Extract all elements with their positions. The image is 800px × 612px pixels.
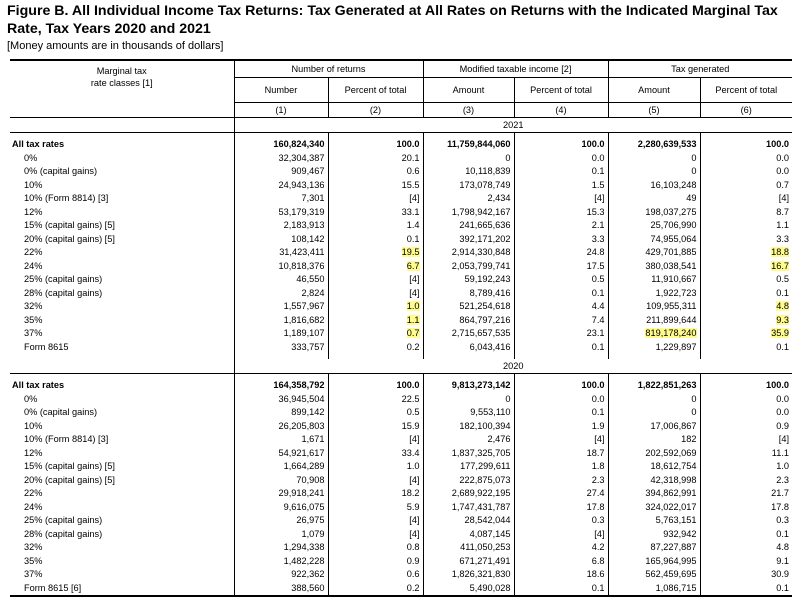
table-cell — [328, 260, 423, 274]
column-number: (6) — [700, 103, 792, 118]
table-cell: 1.8 — [514, 460, 608, 474]
table-cell: 2,914,330,848 — [423, 246, 514, 260]
table-cell: 0.0 — [514, 393, 608, 407]
highlighted-value: 819,178,240 — [645, 328, 697, 339]
table-row — [10, 179, 792, 193]
table-cell: 74,955,064 — [608, 233, 700, 247]
table-cell: 0.3 — [700, 514, 792, 528]
table-cell — [700, 246, 792, 260]
table-cell: 1,189,107 — [234, 327, 328, 341]
table-row — [10, 501, 792, 515]
row-label: All tax rates — [12, 380, 65, 391]
row-label: 12% — [24, 447, 43, 458]
table-cell: 1,747,431,787 — [423, 501, 514, 515]
table-cell: 173,078,749 — [423, 179, 514, 193]
table-cell: 411,050,253 — [423, 541, 514, 555]
table-cell: 0.0 — [700, 406, 792, 420]
table-cell: [4] — [514, 433, 608, 447]
table-cell: 0.3 — [514, 514, 608, 528]
table-row — [10, 233, 792, 247]
table-cell: 17.5 — [514, 260, 608, 274]
table-cell: 100.0 — [700, 379, 792, 393]
table-cell — [700, 300, 792, 314]
table-cell: 2,689,922,195 — [423, 487, 514, 501]
table-cell: 4.8 — [700, 541, 792, 555]
stub-header-line2: rate classes [1] — [90, 78, 153, 88]
table-cell: 241,665,636 — [423, 219, 514, 233]
table-row — [10, 487, 792, 501]
table-cell: [4] — [328, 433, 423, 447]
table-cell: 1.5 — [514, 179, 608, 193]
table-cell: 59,192,243 — [423, 273, 514, 287]
highlighted-value: 35.9 — [771, 328, 789, 339]
table-cell: 0.1 — [700, 582, 792, 597]
table-row — [10, 314, 792, 328]
table-cell: 1,086,715 — [608, 582, 700, 597]
table-cell: 4.4 — [514, 300, 608, 314]
table-cell: 5.9 — [328, 501, 423, 515]
row-label: 28% (capital gains) — [24, 287, 103, 298]
highlighted-value: 4.8 — [776, 301, 789, 312]
table-cell: [4] — [328, 528, 423, 542]
table-cell: 18.6 — [514, 568, 608, 582]
table-row — [10, 219, 792, 233]
table-cell: 0.5 — [328, 406, 423, 420]
table-cell: 1,822,851,263 — [608, 379, 700, 393]
table-cell: 22.5 — [328, 393, 423, 407]
table-cell: 100.0 — [700, 138, 792, 152]
table-cell: 2,280,639,533 — [608, 138, 700, 152]
table-cell: 0.9 — [328, 555, 423, 569]
table-cell: 100.0 — [514, 138, 608, 152]
column-header: Number — [234, 78, 328, 103]
highlighted-value: 9.3 — [776, 314, 789, 325]
table-cell — [328, 300, 423, 314]
table-cell — [700, 314, 792, 328]
highlighted-value: 1.0 — [406, 301, 420, 312]
table-cell: 1.0 — [328, 460, 423, 474]
table-cell: 0.1 — [514, 165, 608, 179]
table-cell: 70,908 — [234, 474, 328, 488]
table-cell: 0.9 — [700, 420, 792, 434]
table-cell: 4.2 — [514, 541, 608, 555]
table-cell: 0.1 — [514, 341, 608, 355]
table-cell: 9.1 — [700, 555, 792, 569]
table-cell: 671,271,491 — [423, 555, 514, 569]
group-header-tax: Tax generated — [608, 61, 792, 78]
table-row — [10, 420, 792, 434]
table-cell: 0.0 — [700, 393, 792, 407]
table-cell: 0.6 — [328, 568, 423, 582]
row-label: 25% (capital gains) — [24, 515, 103, 526]
table-cell: 42,318,998 — [608, 474, 700, 488]
table-cell: 32,304,387 — [234, 152, 328, 166]
table-cell: 4,087,145 — [423, 528, 514, 542]
table-cell: [4] — [514, 528, 608, 542]
row-label: 15% (capital gains) [5] — [24, 220, 115, 231]
table-cell: 388,560 — [234, 582, 328, 597]
table-cell: 0.2 — [328, 341, 423, 355]
table-cell: 0.0 — [700, 165, 792, 179]
table-cell: 562,459,695 — [608, 568, 700, 582]
row-label: 32% — [24, 301, 43, 312]
row-label: 0% (capital gains) — [24, 407, 98, 418]
table-row — [10, 433, 792, 447]
table-cell: 3.3 — [514, 233, 608, 247]
row-label: 28% (capital gains) — [24, 528, 103, 539]
table-cell: 1.9 — [514, 420, 608, 434]
table-cell: 17,006,867 — [608, 420, 700, 434]
table-cell: 1,816,682 — [234, 314, 328, 328]
table-body — [10, 60, 792, 596]
table-cell: 100.0 — [514, 379, 608, 393]
table-row — [10, 393, 792, 407]
highlighted-value: 1.1 — [406, 314, 420, 325]
row-label: 20% (capital gains) [5] — [24, 233, 115, 244]
table-cell: 0.1 — [514, 406, 608, 420]
table-cell: 222,875,073 — [423, 474, 514, 488]
table-cell: [4] — [700, 433, 792, 447]
table-row — [10, 341, 792, 355]
table-cell: 1,837,325,705 — [423, 447, 514, 461]
table-row — [10, 474, 792, 488]
table-cell: 1,079 — [234, 528, 328, 542]
table-cell: 0.1 — [700, 287, 792, 301]
table-cell: 0 — [608, 406, 700, 420]
table-cell: 8.7 — [700, 206, 792, 220]
table-cell: 2,715,657,535 — [423, 327, 514, 341]
table-cell: 1.0 — [700, 460, 792, 474]
row-label: 25% (capital gains) — [24, 274, 103, 285]
row-label: 0% (capital gains) — [24, 166, 98, 177]
table-cell: 0 — [423, 393, 514, 407]
table-row — [10, 152, 792, 166]
table-cell — [608, 327, 700, 341]
table-cell: 18.7 — [514, 447, 608, 461]
row-label: 10% — [24, 179, 43, 190]
table-row — [10, 379, 792, 393]
table-row — [10, 260, 792, 274]
table-row — [10, 447, 792, 461]
table-cell: 333,757 — [234, 341, 328, 355]
table-cell: 21.7 — [700, 487, 792, 501]
table-row — [10, 568, 792, 582]
table-cell: 24.8 — [514, 246, 608, 260]
table-cell: 0.6 — [328, 165, 423, 179]
row-label: 22% — [24, 488, 43, 499]
year-row — [10, 359, 792, 374]
table-cell: 909,467 — [234, 165, 328, 179]
row-label: 15% (capital gains) [5] — [24, 461, 115, 472]
table-cell: [4] — [328, 192, 423, 206]
table-cell: 9,813,273,142 — [423, 379, 514, 393]
table-cell — [328, 246, 423, 260]
table-cell: 1.4 — [328, 219, 423, 233]
table-row — [10, 327, 792, 341]
year-stub-cell — [10, 118, 234, 133]
row-label: Form 8615 — [24, 341, 69, 352]
table-cell: 0.8 — [328, 541, 423, 555]
table-row — [10, 528, 792, 542]
table-cell: [4] — [328, 287, 423, 301]
table-cell: 2,053,799,741 — [423, 260, 514, 274]
table-cell: 0 — [608, 393, 700, 407]
table-cell: 18,612,754 — [608, 460, 700, 474]
table-cell: 25,706,990 — [608, 219, 700, 233]
table-cell — [328, 314, 423, 328]
table-cell: 16,103,248 — [608, 179, 700, 193]
table-cell: 0.0 — [700, 152, 792, 166]
table-cell: 2.3 — [514, 474, 608, 488]
table-cell: 0.0 — [514, 152, 608, 166]
table-row — [10, 165, 792, 179]
row-label: All tax rates — [12, 139, 65, 150]
year-row — [10, 118, 792, 133]
table-cell: 18.2 — [328, 487, 423, 501]
table-cell: 0.1 — [514, 582, 608, 597]
table-cell: 6,043,416 — [423, 341, 514, 355]
table-cell: 36,945,504 — [234, 393, 328, 407]
table-cell: 20.1 — [328, 152, 423, 166]
table-cell: 33.1 — [328, 206, 423, 220]
table-cell: 100.0 — [328, 138, 423, 152]
table-cell: 1,229,897 — [608, 341, 700, 355]
highlighted-value: 6.7 — [406, 260, 420, 271]
table-cell: 164,358,792 — [234, 379, 328, 393]
table-cell: 54,921,617 — [234, 447, 328, 461]
table-cell: 30.9 — [700, 568, 792, 582]
row-label: 10% (Form 8814) [3] — [24, 434, 109, 445]
table-cell — [700, 260, 792, 274]
table-cell: 6.8 — [514, 555, 608, 569]
highlighted-value: 0.7 — [406, 328, 420, 339]
column-number: (2) — [328, 103, 423, 118]
highlighted-value: 18.8 — [771, 247, 789, 258]
column-number: (1) — [234, 103, 328, 118]
year-stub-cell — [10, 359, 234, 374]
table-cell: 0.1 — [700, 528, 792, 542]
table-cell: 1,294,338 — [234, 541, 328, 555]
row-label: 37% — [24, 328, 43, 339]
table-cell: 23.1 — [514, 327, 608, 341]
table-cell: [4] — [700, 192, 792, 206]
table-row — [10, 206, 792, 220]
figure-subtitle: [Money amounts are in thousands of dollars] — [7, 40, 224, 52]
column-header: Percent of total — [514, 78, 608, 103]
column-header: Amount — [608, 78, 700, 103]
stub-header-line1: Marginal tax — [96, 66, 147, 76]
table-cell: 0.1 — [328, 233, 423, 247]
table-cell: 899,142 — [234, 406, 328, 420]
table-cell: 0.5 — [514, 273, 608, 287]
table-cell: 31,423,411 — [234, 246, 328, 260]
table-cell — [700, 327, 792, 341]
year-label: 2020 — [234, 359, 792, 374]
table-cell: 87,227,887 — [608, 541, 700, 555]
table-cell: 29,918,241 — [234, 487, 328, 501]
table-cell: 15.5 — [328, 179, 423, 193]
table-row — [10, 300, 792, 314]
table-cell: 24,943,136 — [234, 179, 328, 193]
table-row — [10, 582, 792, 597]
table-cell: 521,254,618 — [423, 300, 514, 314]
table-cell: 392,171,202 — [423, 233, 514, 247]
table-cell: 0.1 — [700, 341, 792, 355]
row-label: 24% — [24, 260, 43, 271]
table-cell: 932,942 — [608, 528, 700, 542]
table-cell — [328, 327, 423, 341]
table-cell: 922,362 — [234, 568, 328, 582]
table-cell: 182,100,394 — [423, 420, 514, 434]
table-cell: 198,037,275 — [608, 206, 700, 220]
table-cell: 33.4 — [328, 447, 423, 461]
table-cell: 108,142 — [234, 233, 328, 247]
year-label: 2021 — [234, 118, 792, 133]
table-cell: 8,789,416 — [423, 287, 514, 301]
column-header: Percent of total — [700, 78, 792, 103]
table-cell: 15.9 — [328, 420, 423, 434]
row-label: 22% — [24, 247, 43, 258]
table-cell: 109,955,311 — [608, 300, 700, 314]
table-row — [10, 555, 792, 569]
table-row — [10, 273, 792, 287]
table-cell: 11,759,844,060 — [423, 138, 514, 152]
column-number: (3) — [423, 103, 514, 118]
table-cell: 7.4 — [514, 314, 608, 328]
highlighted-value: 19.5 — [401, 247, 420, 258]
table-cell: 0.5 — [700, 273, 792, 287]
table-cell: 324,022,017 — [608, 501, 700, 515]
table-cell: 9,616,075 — [234, 501, 328, 515]
table-cell: 1,664,289 — [234, 460, 328, 474]
table-cell: 1,798,942,167 — [423, 206, 514, 220]
figure-title: Figure B. All Individual Income Tax Returns: Tax Generated at All Rates on Returns with the Indicated Marginal Tax Rate, Tax Years 2020 and 2021 — [7, 3, 778, 37]
table-cell: 1,557,967 — [234, 300, 328, 314]
table-cell: 0.2 — [328, 582, 423, 597]
group-header-returns: Number of returns — [234, 61, 423, 78]
table-row — [10, 514, 792, 528]
table-cell: 2,434 — [423, 192, 514, 206]
table-cell: 182 — [608, 433, 700, 447]
data-table — [10, 59, 792, 597]
table-cell: 11,910,667 — [608, 273, 700, 287]
table-cell: 2.1 — [514, 219, 608, 233]
row-label: 37% — [24, 569, 43, 580]
table-row — [10, 138, 792, 152]
table-cell: 17.8 — [514, 501, 608, 515]
data-table-container — [10, 59, 792, 597]
table-cell: 1,482,228 — [234, 555, 328, 569]
column-number: (5) — [608, 103, 700, 118]
table-cell: [4] — [514, 192, 608, 206]
table-cell: 7,301 — [234, 192, 328, 206]
table-cell: [4] — [328, 273, 423, 287]
table-cell: 49 — [608, 192, 700, 206]
row-label: 20% (capital gains) [5] — [24, 474, 115, 485]
table-cell: 1,671 — [234, 433, 328, 447]
table-row — [10, 460, 792, 474]
stub-number-cell — [10, 103, 234, 118]
table-cell: 1,922,723 — [608, 287, 700, 301]
row-label: Form 8615 [6] — [10, 582, 234, 597]
table-cell: 46,550 — [234, 273, 328, 287]
table-cell: 380,038,541 — [608, 260, 700, 274]
table-cell: 0.1 — [514, 287, 608, 301]
table-cell: 177,299,611 — [423, 460, 514, 474]
highlighted-value: 16.7 — [771, 260, 789, 271]
table-cell: 28,542,044 — [423, 514, 514, 528]
table-cell: 10,118,839 — [423, 165, 514, 179]
column-number: (4) — [514, 103, 608, 118]
table-cell: [4] — [328, 514, 423, 528]
table-cell: 160,824,340 — [234, 138, 328, 152]
table-cell: 394,862,991 — [608, 487, 700, 501]
table-cell: 165,964,995 — [608, 555, 700, 569]
table-cell: 2,824 — [234, 287, 328, 301]
table-cell: 0 — [608, 152, 700, 166]
row-label: 35% — [24, 314, 43, 325]
table-cell: 11.1 — [700, 447, 792, 461]
table-cell: 5,763,151 — [608, 514, 700, 528]
row-label: 0% — [24, 152, 38, 163]
table-row — [10, 406, 792, 420]
table-cell: 864,797,216 — [423, 314, 514, 328]
row-label: 10% — [24, 420, 43, 431]
table-row — [10, 246, 792, 260]
stub-header — [10, 61, 234, 103]
header-row-groups — [10, 61, 792, 78]
table-cell: 9,553,110 — [423, 406, 514, 420]
column-header: Amount — [423, 78, 514, 103]
table-cell: 0 — [423, 152, 514, 166]
row-label: 10% (Form 8814) [3] — [24, 193, 109, 204]
table-cell: 100.0 — [328, 379, 423, 393]
table-cell: 10,818,376 — [234, 260, 328, 274]
table-row — [10, 541, 792, 555]
row-label: 0% — [24, 393, 38, 404]
table-cell: 15.3 — [514, 206, 608, 220]
table-cell: [4] — [328, 474, 423, 488]
group-header-income: Modified taxable income [2] — [423, 61, 608, 78]
table-row — [10, 192, 792, 206]
header-row-column-numbers — [10, 103, 792, 118]
row-label: 24% — [24, 501, 43, 512]
table-cell: 1,826,321,830 — [423, 568, 514, 582]
column-header: Percent of total — [328, 78, 423, 103]
table-cell: 2.3 — [700, 474, 792, 488]
table-cell: 27.4 — [514, 487, 608, 501]
table-cell: 1.1 — [700, 219, 792, 233]
table-cell: 26,975 — [234, 514, 328, 528]
table-cell: 5,490,028 — [423, 582, 514, 597]
table-cell: 2,183,913 — [234, 219, 328, 233]
table-cell: 211,899,644 — [608, 314, 700, 328]
table-cell: 3.3 — [700, 233, 792, 247]
row-label: 12% — [24, 206, 43, 217]
row-label: 35% — [24, 555, 43, 566]
table-cell: 202,592,069 — [608, 447, 700, 461]
table-cell: 0 — [608, 165, 700, 179]
row-label: 32% — [24, 542, 43, 553]
table-row — [10, 287, 792, 301]
table-cell: 26,205,803 — [234, 420, 328, 434]
table-cell: 429,701,885 — [608, 246, 700, 260]
table-cell: 53,179,319 — [234, 206, 328, 220]
table-cell: 2,476 — [423, 433, 514, 447]
table-cell: 0.7 — [700, 179, 792, 193]
table-cell: 17.8 — [700, 501, 792, 515]
